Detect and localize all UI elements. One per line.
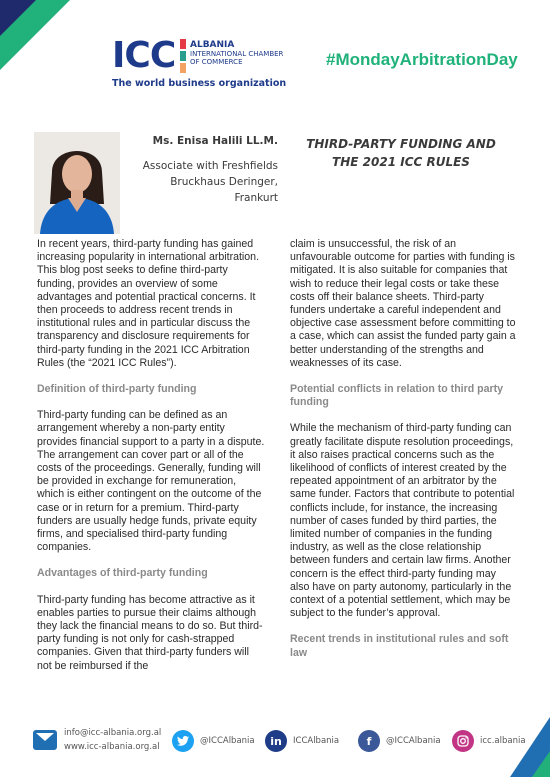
instagram-handle: icc.albania [480, 736, 526, 746]
instagram-icon [452, 730, 474, 752]
definition-paragraph: Third-party funding can be defined as an arrangement whereby a non-party entity provides financial support to a party in a dispute. The arrangement can cover part or all of the costs of the proceedings. Generally, funding will be provided in exchange for remuneration, which is either contingent on the outcome of the case or in return for a premium. Third-party funders are usually hedge funds, private equity firms, and specialised third-party funding companies. [37, 409, 265, 554]
logo-country: ALBANIA [190, 40, 235, 50]
article-title-line: THIRD-PARTY FUNDING AND [306, 137, 496, 151]
article-title [290, 135, 512, 171]
footer-email[interactable]: info@icc-albania.org.al [64, 728, 162, 738]
article-title-line: THE 2021 ICC RULES [332, 155, 470, 169]
logo-chamber: INTERNATIONAL CHAMBER OF COMMERCE [190, 50, 284, 66]
intro-paragraph: In recent years, third-party funding has gained increasing popularity in international arbitration. This blog post seeks to define third-party funding, provides an overview of some advantages and potential practical concerns. It then proceeds to address recent trends in institutional rules and in particular discuss the transparency and disclosure requirements for third-party funding in the 2021 ICC Arbitration Rules (the “2021 ICC Rules”). [37, 238, 260, 369]
corner-decoration-green-bottom [532, 751, 550, 777]
logo-color-bars [180, 39, 186, 73]
author-role [120, 158, 278, 206]
logo-tagline: The world business organization [112, 78, 287, 89]
author-role-line: Associate with Freshfields [142, 160, 278, 172]
facebook-link[interactable] [358, 730, 441, 752]
author-role-line: Frankurt [234, 192, 278, 204]
footer-website[interactable]: www.icc-albania.org.al [64, 742, 160, 752]
email-icon [33, 730, 57, 750]
linkedin-icon: in [265, 730, 287, 752]
heading-trends: Recent trends in institutional rules and soft law [290, 633, 509, 659]
article-column-right [290, 238, 518, 660]
twitter-icon [172, 730, 194, 752]
facebook-handle: @ICCAlbania [386, 736, 441, 746]
linkedin-link[interactable] [265, 730, 339, 752]
article-column-left [37, 238, 265, 673]
author-photo [34, 132, 120, 234]
conflicts-paragraph: While the mechanism of third-party funding can greatly facilitate dispute resolution proceedings, it also raises practical concerns such as the likelihood of conflicts of interest created by the repeated appointment of an arbitrator by the same funder. Factors that contribute to potential conflicts include, for instance, the increasing number of cases funded by third parties, the limited number of companies in the funding industry, as well as the close relationship between funders and certain law firms. Another concern is the effect third-party funding may also have on party autonomy, particularly in the context of a potential settlement, which may be subject to the funder’s approval. [290, 422, 515, 620]
footer-contact [64, 726, 161, 754]
advantages-paragraph: Third-party funding has become attractive as it enables parties to pursue their claims although they lack the financial means to do so. But third-party funding is not only for cash-strapped companies. Given that third-party funders will not be reimbursed if the [37, 593, 263, 672]
corner-decoration-navy [0, 0, 36, 36]
heading-conflicts: Potential conflicts in relation to third party funding [290, 383, 504, 409]
icc-albania-logo [112, 36, 312, 92]
linkedin-handle: ICCAlbania [293, 736, 340, 746]
author-role-line: Bruckhaus Deringer, [170, 176, 278, 188]
facebook-icon: f [358, 730, 380, 752]
heading-definition: Definition of third-party funding [37, 383, 197, 396]
heading-advantages: Advantages of third-party funding [37, 567, 208, 580]
hashtag-title: #MondayArbitrationDay [326, 50, 518, 69]
author-name: Ms. Enisa Halili LL.M. [152, 135, 278, 147]
twitter-link[interactable] [172, 730, 255, 752]
advantages-continued-paragraph: claim is unsuccessful, the risk of an unfavourable outcome for parties with funding is mitigated. It is also suitable for companies that wish to reduce their legal costs or take these costs off their balance sheets. Third-party funders undertake a careful independent and objective case assessment before committing to a case, which can assist the funded party gain a better understanding of the strengths and weaknesses of its case. [290, 238, 516, 369]
twitter-handle: @ICCAlbania [200, 736, 255, 746]
logo-icc-text: ICC [112, 35, 176, 76]
